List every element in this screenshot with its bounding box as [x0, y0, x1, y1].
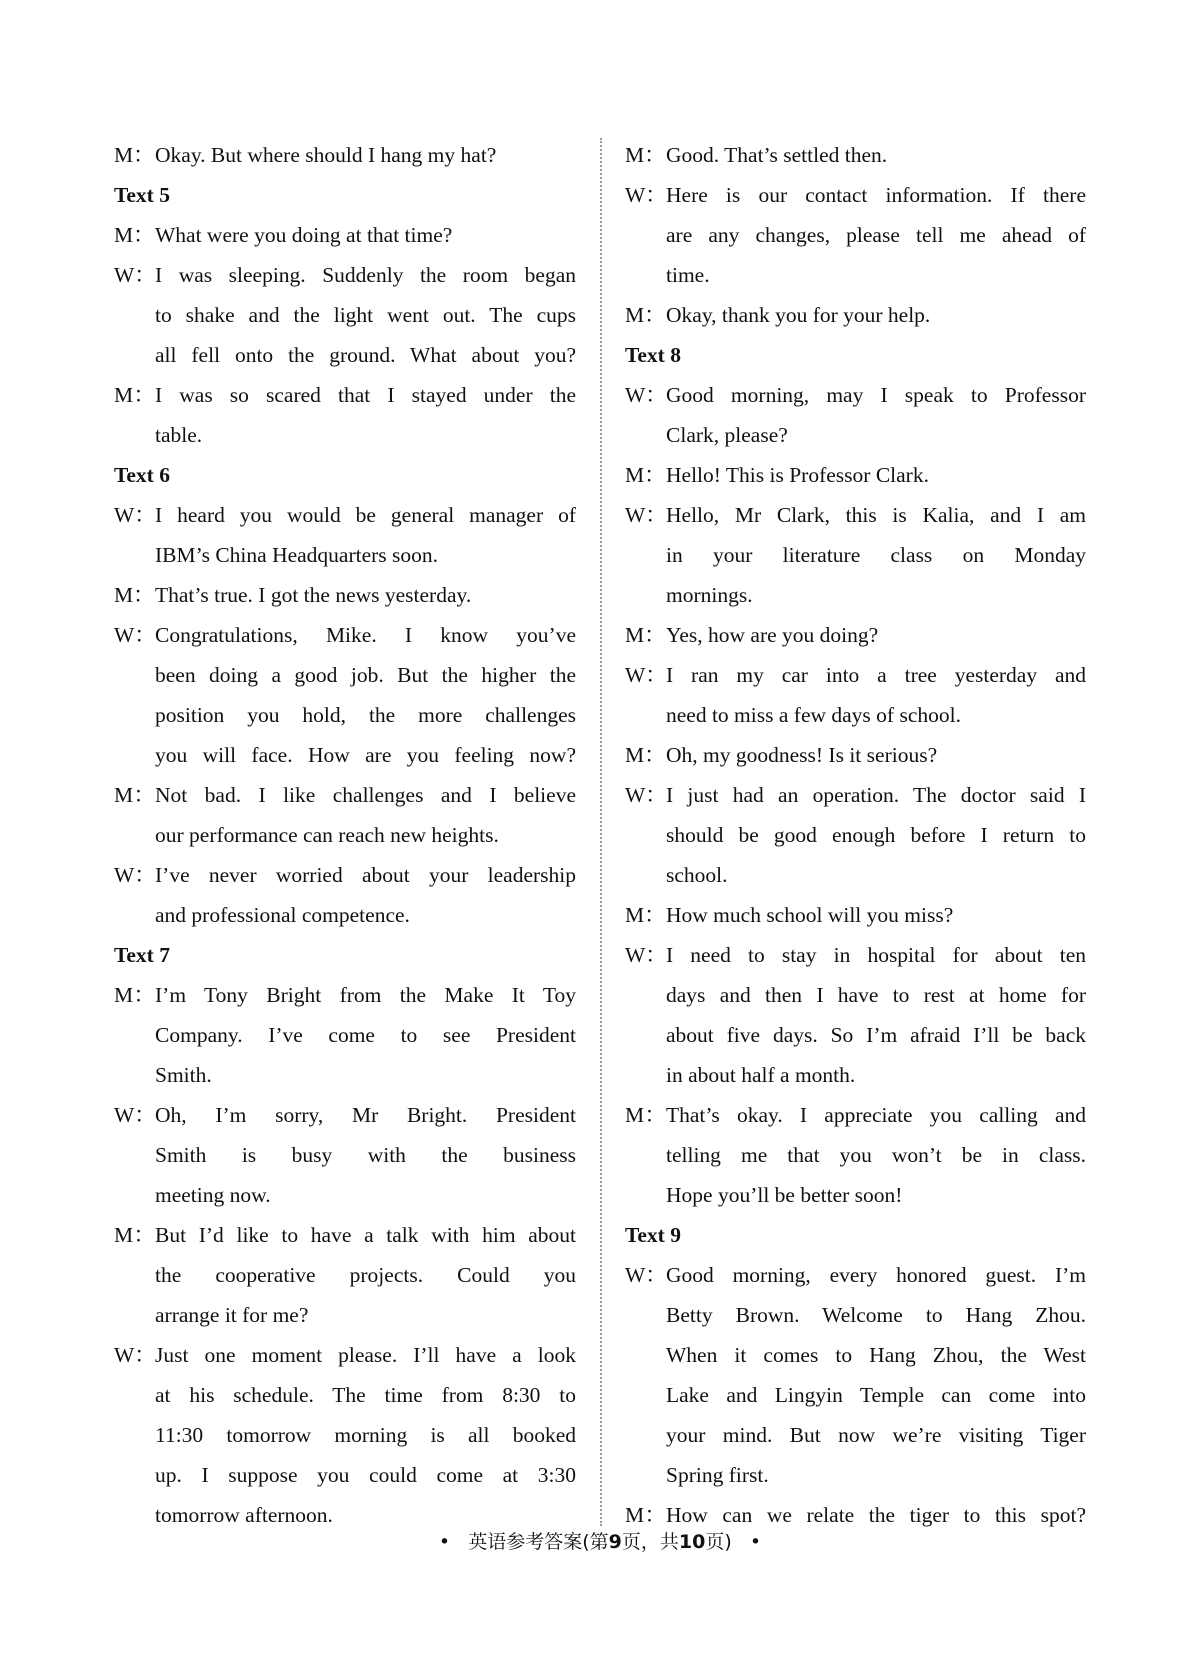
dialogue-text: I was sleeping. Suddenly the room began: [155, 263, 576, 287]
speaker-label: W：: [114, 623, 156, 647]
dialogue-continuation: up. I suppose you could come at 3:30: [155, 1463, 576, 1487]
column-divider: [600, 138, 602, 1526]
dialogue-text: Not bad. I like challenges and I believe: [155, 783, 576, 807]
dialogue-text: I’m Tony Bright from the Make It Toy: [155, 983, 576, 1007]
dialogue-continuation: you will face. How are you feeling now?: [155, 743, 576, 767]
speaker-label: M：: [114, 783, 155, 807]
dialogue-continuation: arrange it for me?: [155, 1303, 309, 1327]
footer-page-number: 9: [608, 1531, 622, 1553]
speaker-label: M：: [625, 463, 666, 487]
dialogue-continuation: time.: [666, 263, 710, 287]
dialogue-text: But I’d like to have a talk with him about: [155, 1223, 576, 1247]
footer-bullet-right: •: [749, 1531, 762, 1553]
dialogue-line: [625, 175, 1086, 215]
dialogue-line: [114, 975, 576, 1015]
dialogue-text: Good. That’s settled then.: [666, 143, 888, 167]
dialogue-continuation: meeting now.: [155, 1183, 271, 1207]
dialogue-continuation: at his schedule. The time from 8:30 to: [155, 1383, 576, 1407]
speaker-label: M：: [114, 983, 155, 1007]
footer-prefix: 英语参考答案(第: [468, 1531, 609, 1553]
dialogue-text: Good morning, every honored guest. I’m: [666, 1263, 1086, 1287]
dialogue-continuation: Smith is busy with the business: [155, 1143, 576, 1167]
dialogue-continuation: the cooperative projects. Could you: [155, 1263, 576, 1287]
dialogue-continuation: table.: [155, 423, 203, 447]
dialogue-continuation: When it comes to Hang Zhou, the West: [666, 1343, 1086, 1367]
dialogue-continuation: your mind. But now we’re visiting Tiger: [666, 1423, 1086, 1447]
page-footer: [0, 1527, 1200, 1557]
dialogue-text: I was so scared that I stayed under the: [155, 383, 576, 407]
dialogue-continuation: days and then I have to rest at home for: [666, 983, 1086, 1007]
dialogue-text: How much school will you miss?: [666, 903, 954, 927]
dialogue-line: [114, 775, 576, 815]
dialogue-continuation: Betty Brown. Welcome to Hang Zhou.: [666, 1303, 1086, 1327]
section-heading: Text 7: [114, 943, 170, 967]
speaker-label: M：: [625, 143, 666, 167]
dialogue-continuation: should be good enough before I return to: [666, 823, 1086, 847]
dialogue-line: [114, 855, 576, 895]
footer-total-pages: 10: [678, 1531, 706, 1553]
dialogue-continuation: telling me that you won’t be in class.: [666, 1143, 1086, 1167]
left-column: [114, 135, 576, 1535]
speaker-label: M：: [114, 1223, 155, 1247]
dialogue-line: [625, 775, 1086, 815]
dialogue-continuation: Smith.: [155, 1063, 212, 1087]
dialogue-continuation: 11:30 tomorrow morning is all booked: [155, 1423, 576, 1447]
dialogue-continuation: our performance can reach new heights.: [155, 823, 499, 847]
speaker-label: M：: [114, 583, 155, 607]
dialogue-continuation: IBM’s China Headquarters soon.: [155, 543, 439, 567]
dialogue-continuation: Clark, please?: [666, 423, 788, 447]
dialogue-line: [625, 295, 1086, 335]
speaker-label: M：: [625, 1503, 666, 1527]
dialogue-line: [114, 135, 576, 175]
speaker-label: W：: [625, 383, 667, 407]
dialogue-text: What were you doing at that time?: [155, 223, 453, 247]
dialogue-continuation: school.: [666, 863, 728, 887]
dialogue-text: I need to stay in hospital for about ten: [666, 943, 1086, 967]
speaker-label: W：: [114, 863, 156, 887]
speaker-label: W：: [114, 1103, 156, 1127]
speaker-label: W：: [625, 503, 667, 527]
dialogue-text: Here is our contact information. If there: [666, 183, 1086, 207]
dialogue-line: [625, 135, 1086, 175]
dialogue-text: Congratulations, Mike. I know you’ve: [155, 623, 576, 647]
dialogue-line: [625, 935, 1086, 975]
speaker-label: W：: [625, 783, 667, 807]
dialogue-continuation: been doing a good job. But the higher the: [155, 663, 576, 687]
dialogue-text: How can we relate the tiger to this spot?: [666, 1503, 1086, 1527]
dialogue-continuation: are any changes, please tell me ahead of: [666, 223, 1086, 247]
dialogue-continuation: Hope you’ll be better soon!: [666, 1183, 903, 1207]
dialogue-line: [114, 375, 576, 415]
dialogue-line: [114, 575, 576, 615]
section-heading: Text 6: [114, 463, 170, 487]
speaker-label: M：: [625, 303, 666, 327]
dialogue-text: I’ve never worried about your leadership: [155, 863, 576, 887]
speaker-label: W：: [114, 1343, 156, 1367]
right-column: [625, 135, 1086, 1535]
speaker-label: W：: [625, 943, 667, 967]
dialogue-line: [114, 1095, 576, 1135]
dialogue-continuation: Lake and Lingyin Temple can come into: [666, 1383, 1086, 1407]
dialogue-line: [625, 735, 1086, 775]
dialogue-continuation: in your literature class on Monday: [666, 543, 1086, 567]
dialogue-continuation: to shake and the light went out. The cups: [155, 303, 576, 327]
speaker-label: W：: [625, 1263, 667, 1287]
speaker-label: M：: [114, 383, 155, 407]
dialogue-text: Yes, how are you doing?: [666, 623, 879, 647]
dialogue-continuation: position you hold, the more challenges: [155, 703, 576, 727]
section-heading: Text 5: [114, 183, 170, 207]
speaker-label: M：: [625, 903, 666, 927]
footer-bullet-left: •: [438, 1531, 451, 1553]
dialogue-text: I just had an operation. The doctor said I: [666, 783, 1086, 807]
dialogue-line: [625, 495, 1086, 535]
speaker-label: M：: [625, 1103, 666, 1127]
dialogue-line: [114, 1215, 576, 1255]
dialogue-text: Hello! This is Professor Clark.: [666, 463, 929, 487]
dialogue-text: I ran my car into a tree yesterday and: [666, 663, 1086, 687]
dialogue-continuation: and professional competence.: [155, 903, 410, 927]
dialogue-line: [625, 1255, 1086, 1295]
dialogue-line: [625, 655, 1086, 695]
dialogue-line: [625, 455, 1086, 495]
speaker-label: W：: [114, 503, 156, 527]
speaker-label: W：: [625, 183, 667, 207]
dialogue-continuation: mornings.: [666, 583, 753, 607]
dialogue-text: That’s okay. I appreciate you calling and: [666, 1103, 1086, 1127]
dialogue-text: Okay, thank you for your help.: [666, 303, 931, 327]
dialogue-line: [114, 215, 576, 255]
dialogue-line: [625, 375, 1086, 415]
dialogue-line: [625, 1095, 1086, 1135]
dialogue-continuation: need to miss a few days of school.: [666, 703, 961, 727]
dialogue-line: [625, 895, 1086, 935]
dialogue-continuation: Spring first.: [666, 1463, 769, 1487]
dialogue-continuation: Company. I’ve come to see President: [155, 1023, 576, 1047]
footer-suffix: 页): [705, 1531, 732, 1553]
dialogue-continuation: about five days. So I’m afraid I’ll be back: [666, 1023, 1086, 1047]
dialogue-text: Okay. But where should I hang my hat?: [155, 143, 497, 167]
speaker-label: W：: [625, 663, 667, 687]
dialogue-line: [114, 495, 576, 535]
section-heading: Text 9: [625, 1223, 681, 1247]
dialogue-continuation: all fell onto the ground. What about you?: [155, 343, 576, 367]
dialogue-text: Oh, my goodness! Is it serious?: [666, 743, 938, 767]
speaker-label: M：: [625, 623, 666, 647]
dialogue-text: That’s true. I got the news yesterday.: [155, 583, 472, 607]
footer-middle: 页，共: [621, 1531, 679, 1553]
dialogue-text: Just one moment please. I’ll have a look: [155, 1343, 576, 1367]
dialogue-continuation: in about half a month.: [666, 1063, 856, 1087]
dialogue-text: I heard you would be general manager of: [155, 503, 576, 527]
dialogue-text: Oh, I’m sorry, Mr Bright. President: [155, 1103, 576, 1127]
section-heading: Text 8: [625, 343, 681, 367]
dialogue-text: Hello, Mr Clark, this is Kalia, and I am: [666, 503, 1086, 527]
speaker-label: M：: [114, 143, 155, 167]
dialogue-line: [114, 255, 576, 295]
dialogue-line: [625, 615, 1086, 655]
speaker-label: M：: [114, 223, 155, 247]
dialogue-line: [114, 615, 576, 655]
dialogue-continuation: tomorrow afternoon.: [155, 1503, 333, 1527]
dialogue-text: Good morning, may I speak to Professor: [666, 383, 1086, 407]
speaker-label: W：: [114, 263, 156, 287]
speaker-label: M：: [625, 743, 666, 767]
dialogue-line: [114, 1335, 576, 1375]
